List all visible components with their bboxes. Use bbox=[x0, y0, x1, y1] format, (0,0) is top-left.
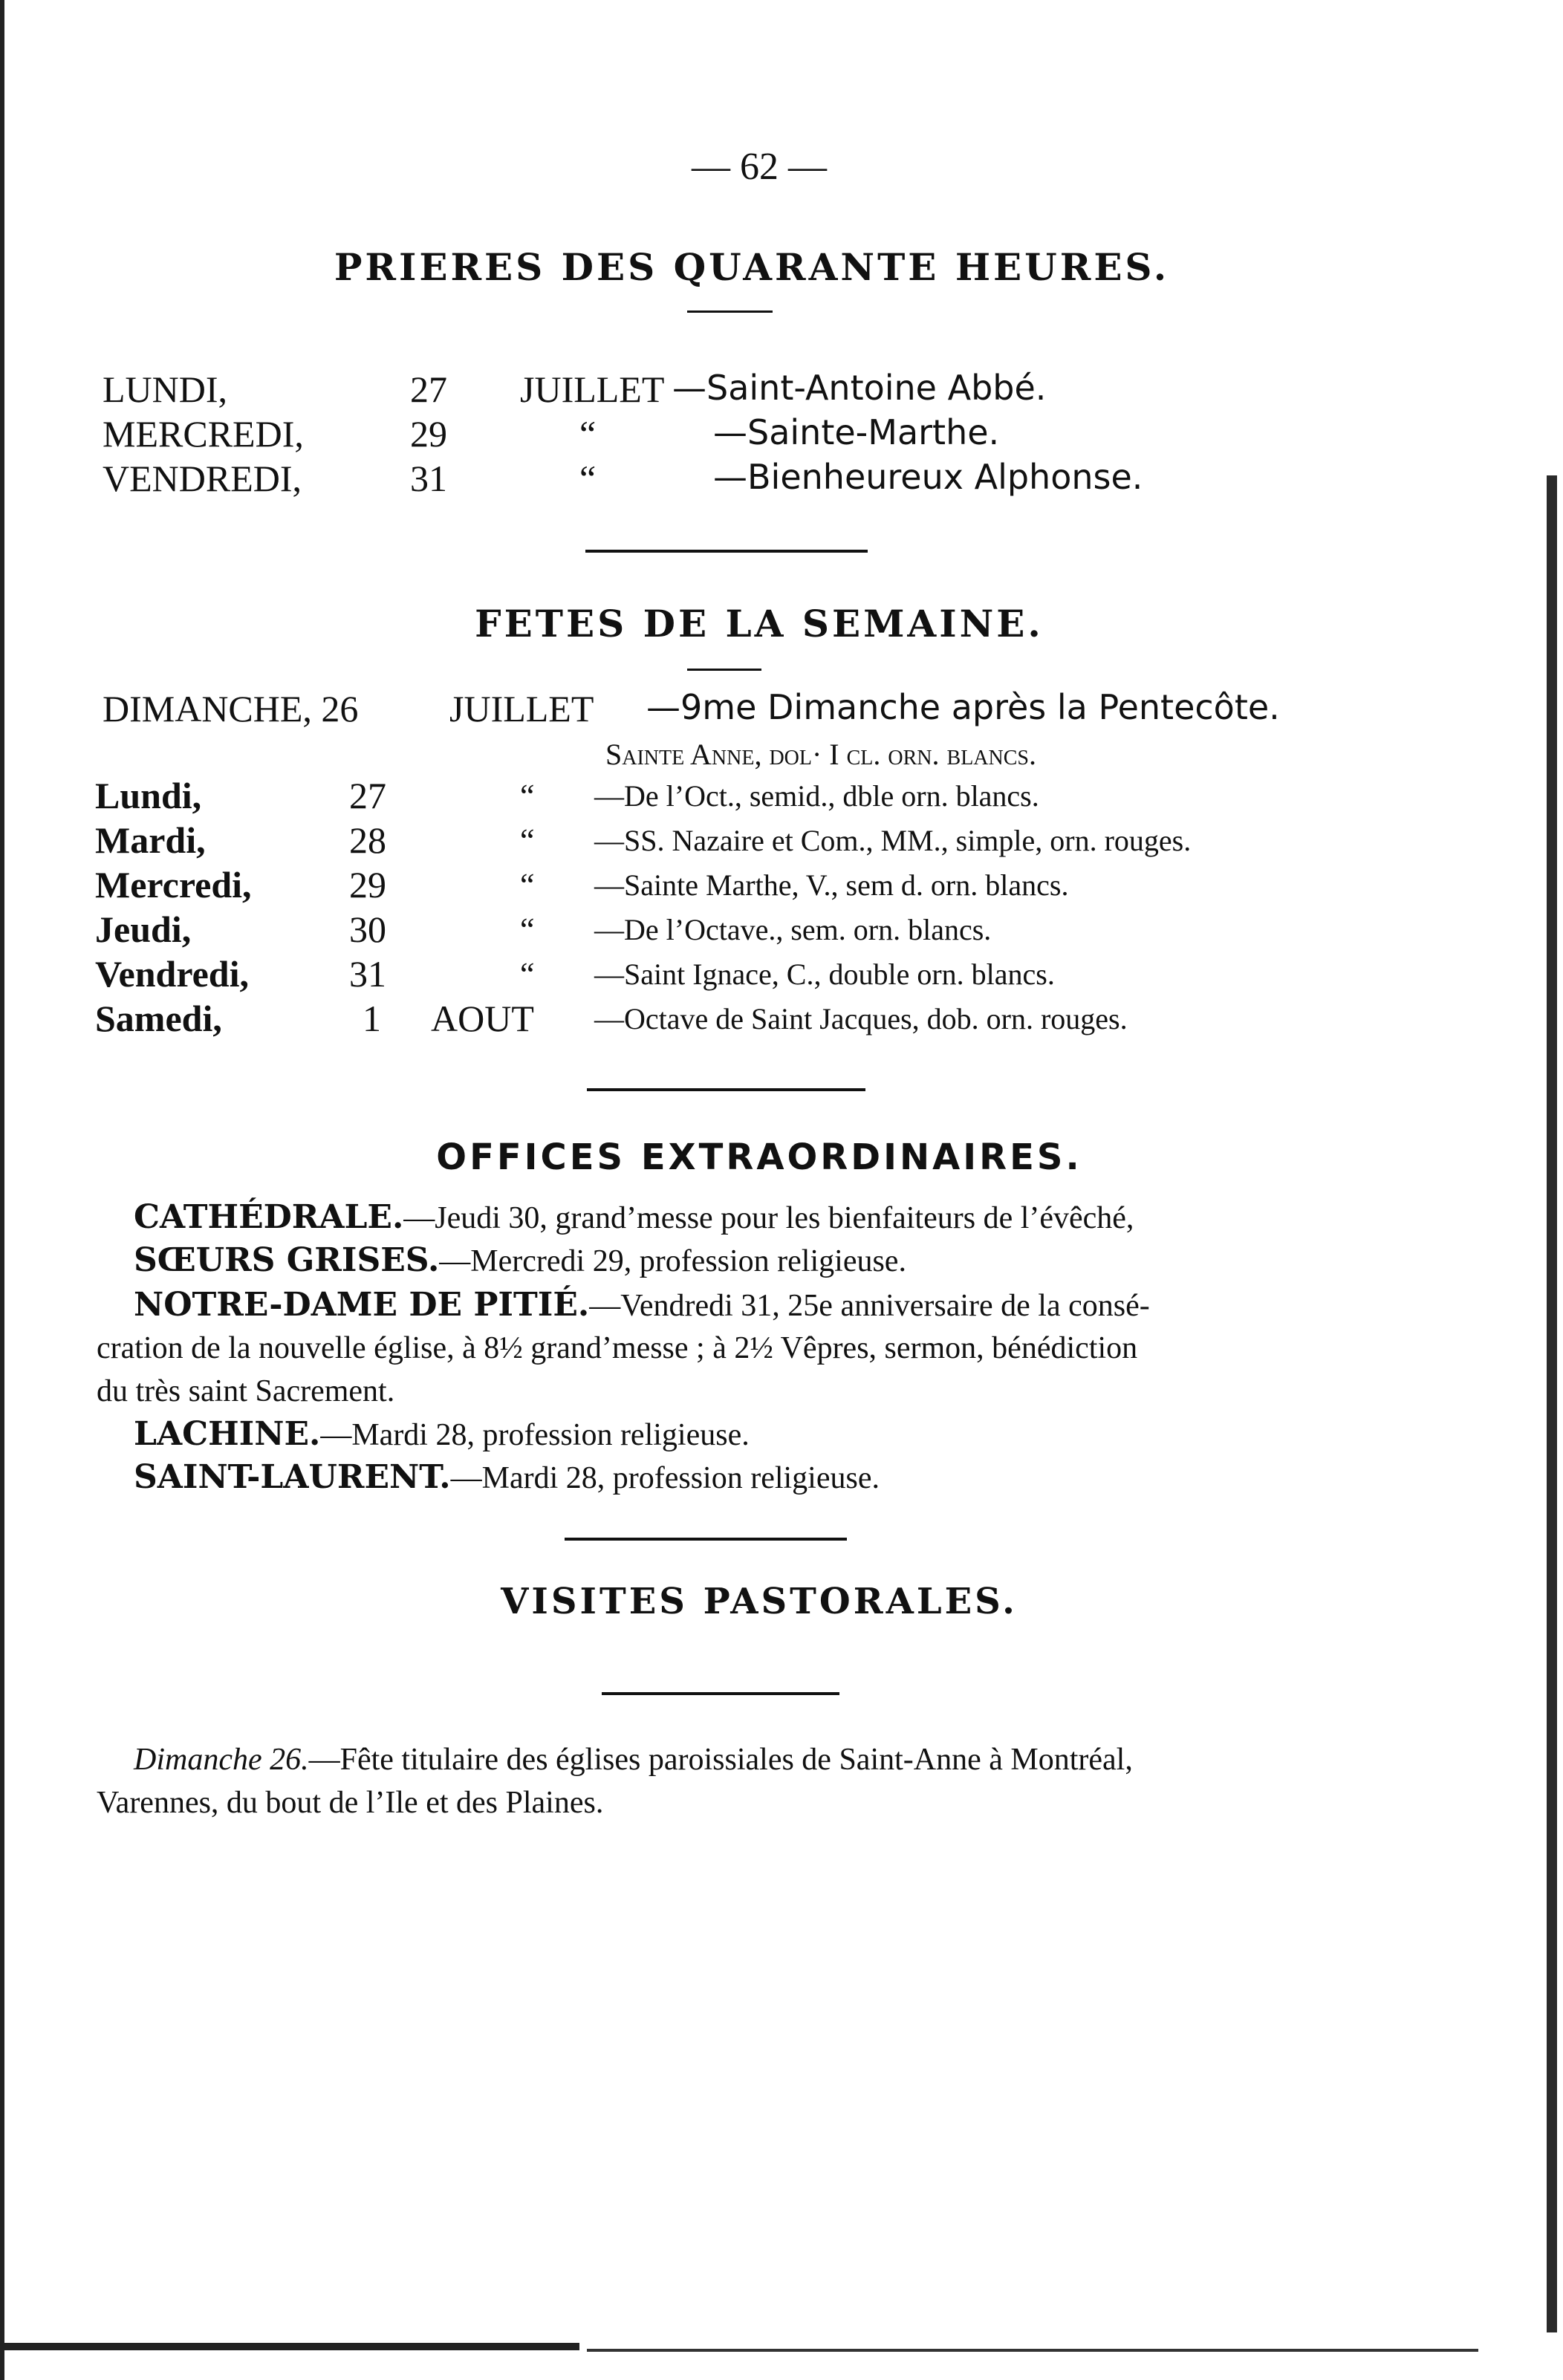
month: “ bbox=[579, 413, 597, 455]
list-item-continued bbox=[97, 1370, 1359, 1413]
visites-line: —Fête titulaire des églises paroissiales de Saint-Anne à Montréal, bbox=[308, 1743, 1133, 1777]
divider bbox=[585, 550, 868, 553]
item-text: cration de la nouvelle église, à 8½ grand’messe ; à 2½ Vêpres, sermon, bénédiction bbox=[97, 1331, 1138, 1365]
feast-subline bbox=[605, 737, 1036, 772]
item-lead: SAINT-LAURENT. bbox=[134, 1458, 451, 1496]
item-lead: LACHINE. bbox=[134, 1415, 321, 1453]
divider bbox=[587, 1088, 865, 1091]
list-item bbox=[134, 1284, 1397, 1327]
date: 31 bbox=[410, 458, 447, 499]
visites-line: Varennes, du bout de l’Ile et des Plaines. bbox=[97, 1786, 604, 1820]
day: DIMANCHE, 26 bbox=[103, 688, 359, 729]
day: Vendredi, bbox=[95, 953, 250, 995]
visites-title: VISITES PASTORALES. bbox=[501, 1581, 1018, 1622]
date: 29 bbox=[349, 864, 386, 905]
month: “ bbox=[520, 956, 535, 992]
date: 27 bbox=[410, 368, 447, 410]
desc: —9me Dimanche après la Pentecôte. bbox=[646, 687, 1280, 727]
month: AOUT bbox=[431, 998, 534, 1039]
item-text: —Jeudi 30, grand’messe pour les bienfaiteurs de l’évêché, bbox=[403, 1201, 1134, 1235]
day: Jeudi, bbox=[95, 908, 192, 950]
item-lead: NOTRE-DAME DE PITIÉ. bbox=[134, 1286, 590, 1324]
day: LUNDI, bbox=[103, 368, 228, 410]
item-lead: CATHÉDRALE. bbox=[134, 1198, 404, 1236]
divider bbox=[602, 1692, 839, 1695]
list-item bbox=[134, 1413, 1397, 1457]
day: MERCREDI, bbox=[103, 413, 304, 455]
desc: —SS. Nazaire et Com., MM., simple, orn. rouges. bbox=[594, 824, 1192, 857]
month: JUILLET bbox=[520, 368, 665, 410]
item-text: —Vendredi 31, 25e anniversaire de la consé- bbox=[589, 1289, 1150, 1323]
month: “ bbox=[520, 867, 535, 903]
page-number: — 62 — bbox=[692, 146, 827, 188]
item-text: du très saint Sacrement. bbox=[97, 1374, 395, 1408]
scan-right-edge bbox=[1547, 475, 1557, 2332]
day: Samedi, bbox=[95, 998, 222, 1039]
item-text: —Mercredi 29, profession religieuse. bbox=[439, 1244, 906, 1278]
visites-lead: Dimanche 26. bbox=[134, 1743, 309, 1777]
desc: —Bienheureux Alphonse. bbox=[713, 457, 1143, 497]
day: Mercredi, bbox=[95, 864, 252, 905]
desc: —De l’Oct., semid., dble orn. blancs. bbox=[594, 779, 1039, 813]
day: VENDREDI, bbox=[103, 458, 302, 499]
desc: —Octave de Saint Jacques, dob. orn. rouges. bbox=[594, 1002, 1128, 1035]
desc: —Saint-Antoine Abbé. bbox=[672, 368, 1047, 408]
day: Lundi, bbox=[95, 775, 202, 816]
month: “ bbox=[579, 458, 597, 499]
sub-desc: Sainte Anne, dol· I cl. orn. blancs. bbox=[605, 738, 1036, 771]
offices-title: OFFICES EXTRAORDINAIRES. bbox=[436, 1137, 1082, 1178]
month: “ bbox=[520, 911, 535, 948]
visites-paragraph bbox=[134, 1738, 1397, 1781]
scan-bottom-edge-2 bbox=[587, 2349, 1478, 2352]
date: 28 bbox=[349, 819, 386, 861]
day: Mardi, bbox=[95, 819, 206, 861]
divider bbox=[687, 310, 773, 313]
list-item-continued bbox=[97, 1327, 1359, 1370]
item-text: —Mardi 28, profession religieuse. bbox=[450, 1461, 880, 1495]
date: 31 bbox=[349, 953, 386, 995]
desc: —De l’Octave., sem. orn. blancs. bbox=[594, 913, 992, 946]
fetes-title: FETES DE LA SEMAINE. bbox=[475, 602, 1044, 646]
desc: —Sainte-Marthe. bbox=[713, 412, 1000, 452]
date: 1 bbox=[363, 998, 381, 1039]
date: 29 bbox=[410, 413, 447, 455]
date: 30 bbox=[349, 908, 386, 950]
item-lead: SŒURS GRISES. bbox=[134, 1241, 440, 1279]
scan-left-edge bbox=[0, 0, 4, 2380]
list-item bbox=[134, 1456, 1397, 1500]
divider bbox=[565, 1538, 847, 1541]
list-item bbox=[134, 1239, 1397, 1283]
list-item bbox=[134, 1196, 1397, 1240]
desc: —Saint Ignace, C., double orn. blancs. bbox=[594, 957, 1055, 991]
divider bbox=[687, 669, 761, 671]
scan-bottom-edge bbox=[0, 2343, 579, 2350]
prieres-title: PRIERES DES QUARANTE HEURES. bbox=[334, 245, 1170, 289]
date: 27 bbox=[349, 775, 386, 816]
month: “ bbox=[520, 778, 535, 814]
desc: —Sainte Marthe, V., sem d. orn. blancs. bbox=[594, 868, 1069, 902]
month: JUILLET bbox=[449, 688, 594, 729]
item-text: —Mardi 28, profession religieuse. bbox=[320, 1418, 750, 1452]
visites-paragraph-continued bbox=[97, 1781, 1359, 1824]
month: “ bbox=[520, 822, 535, 859]
